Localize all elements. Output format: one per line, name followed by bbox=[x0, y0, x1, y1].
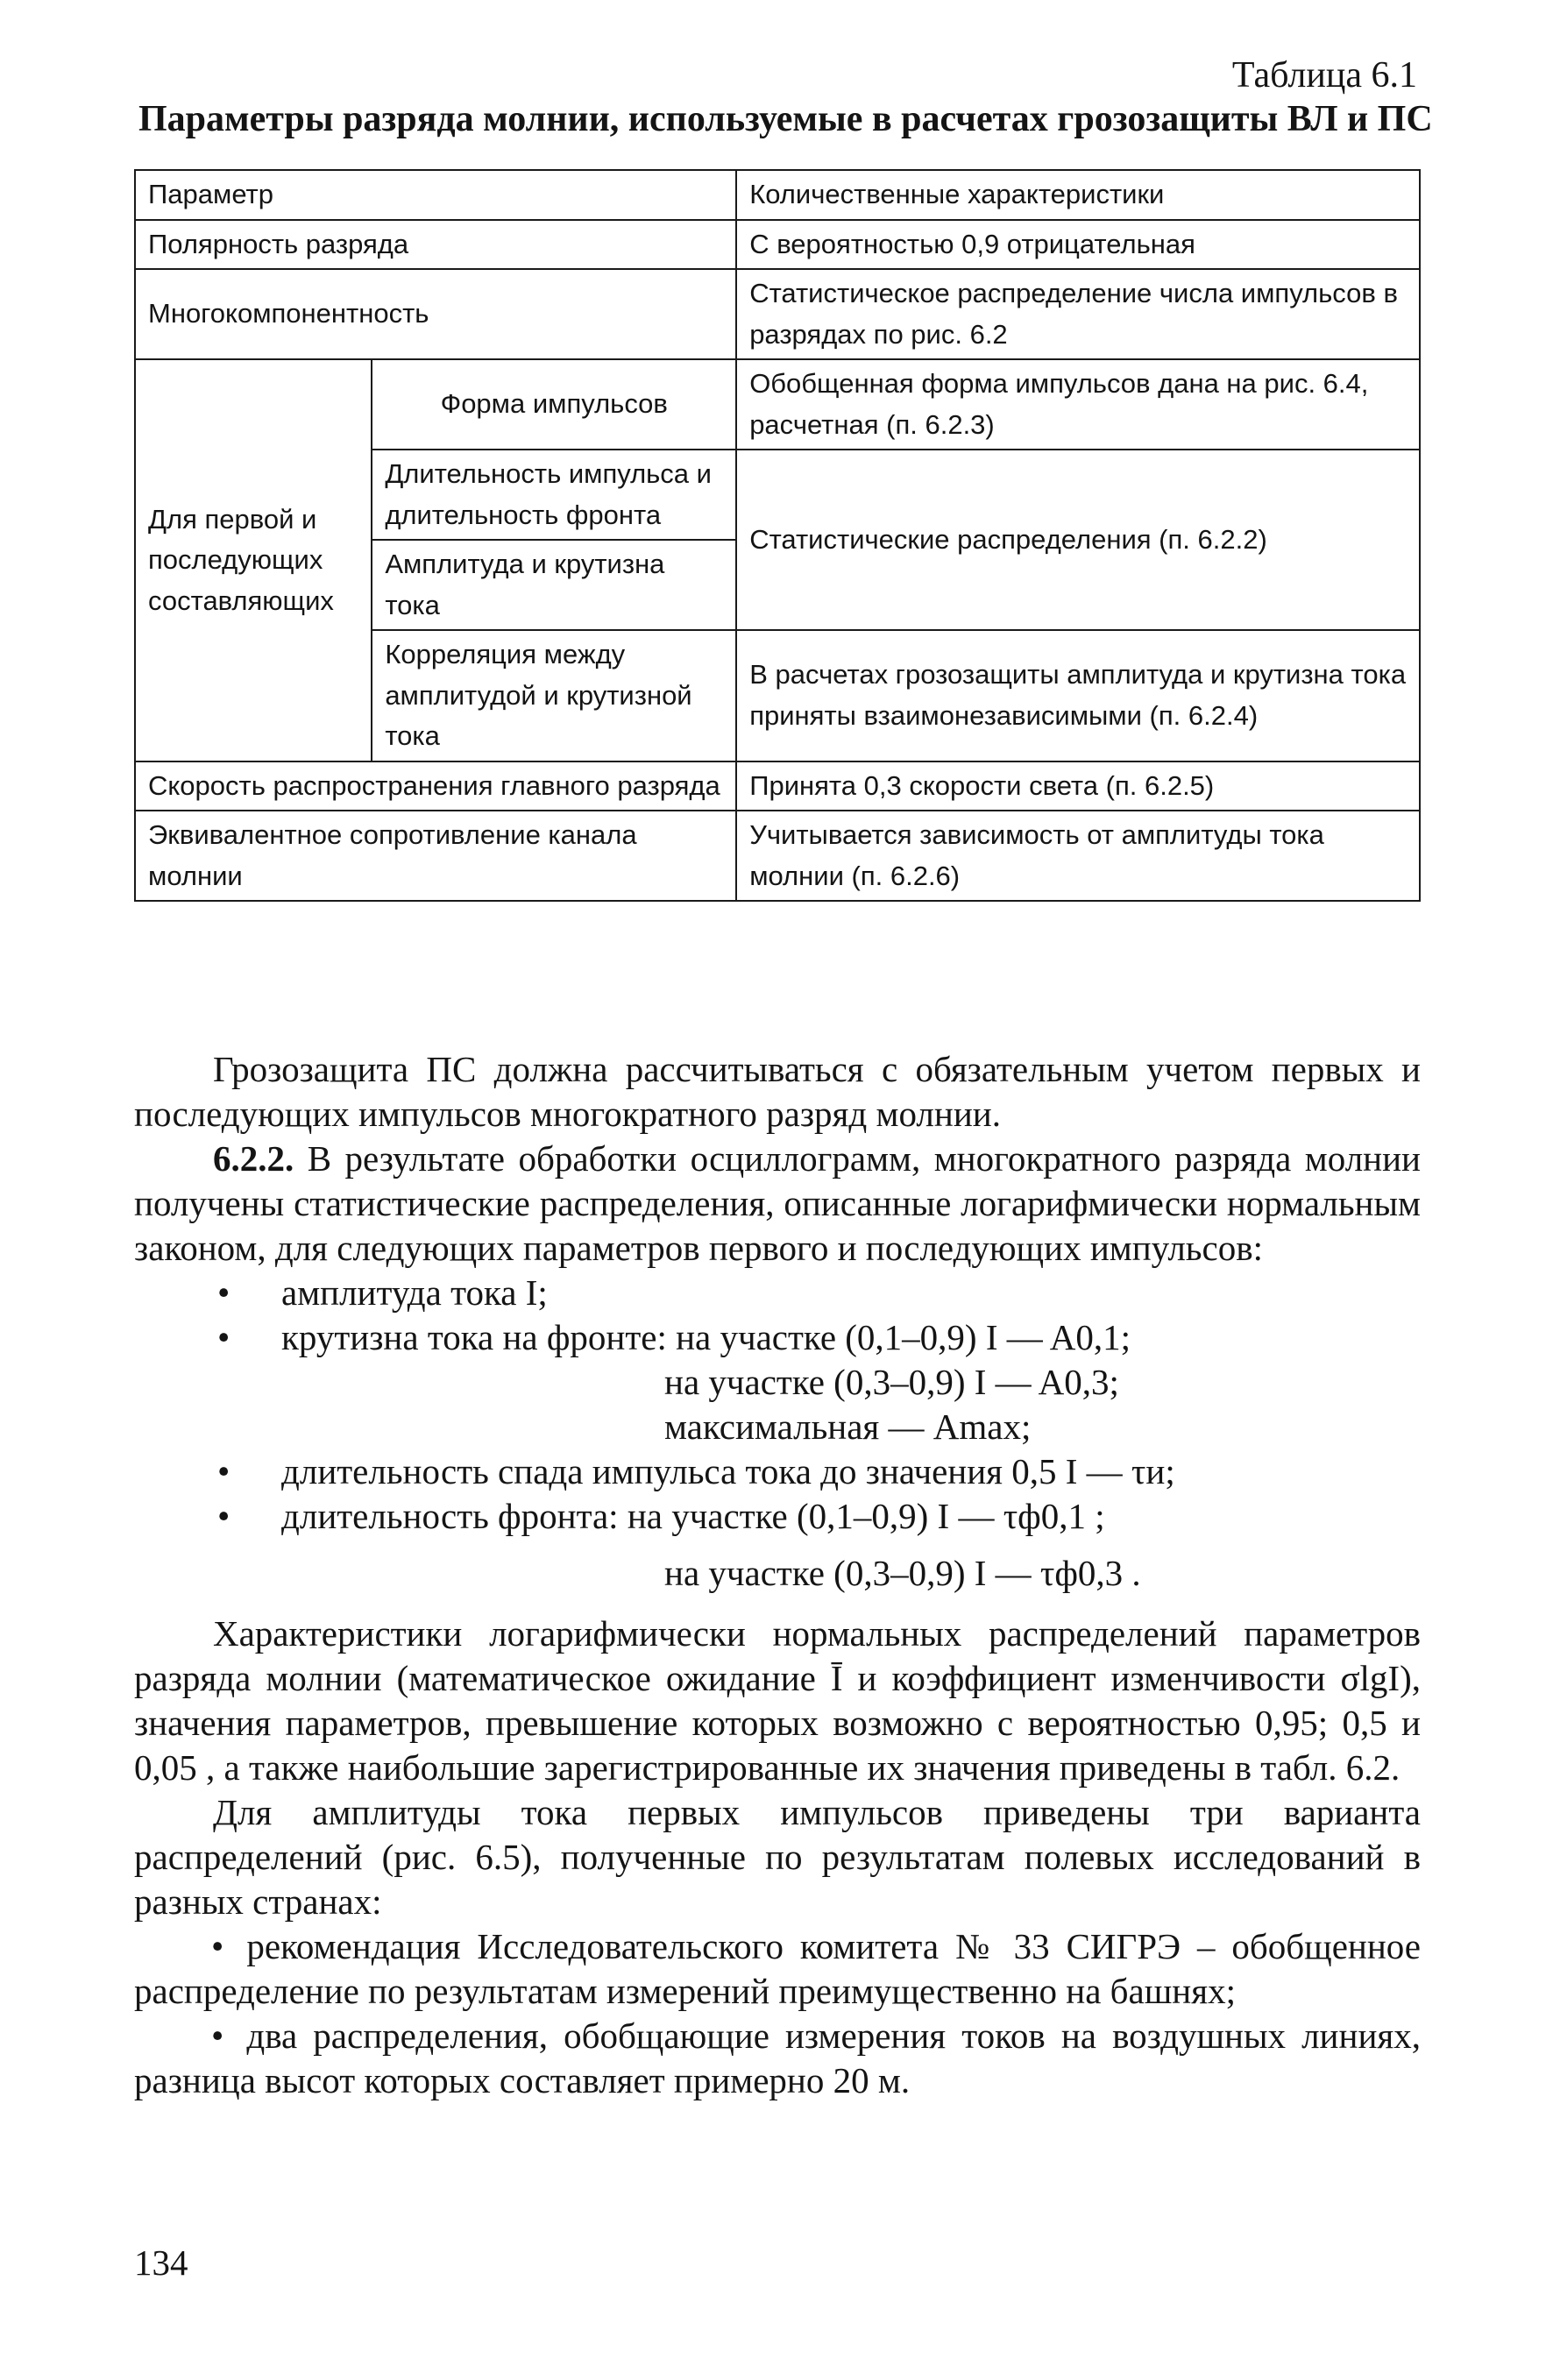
table-cell: Учитывается зависимость от амплитуды тока молнии (п. 6.2.6) bbox=[736, 811, 1420, 901]
table-cell: Эквивалентное сопротивление канала молнии bbox=[135, 811, 736, 901]
table-row bbox=[135, 811, 1420, 901]
table-cell: Статистическое распределение числа импульсов в разрядах по рис. 6.2 bbox=[736, 269, 1420, 359]
list-item: • крутизна тока на фронте: на участке (0,1–0,9) I — A0,1; bbox=[134, 1315, 1421, 1360]
group-label-cell: Для первой и последующих составляющих bbox=[135, 359, 372, 761]
header-cell-values: Количественные характеристики bbox=[736, 170, 1420, 220]
list-item-continuation: максимальная — Amax; bbox=[664, 1406, 1032, 1447]
paragraph: Грозозащита ПС должна рассчитываться с обязательным учетом первых и последующих импульсов многократного разряд молнии. bbox=[134, 1049, 1421, 1134]
table-cell: Статистические распределения (п. 6.2.2) bbox=[736, 450, 1420, 630]
table-row bbox=[135, 220, 1420, 270]
list-item: • амплитуда тока I; bbox=[134, 1271, 1421, 1315]
table-caption: Таблица 6.1 bbox=[1231, 55, 1417, 96]
list-item-continuation: на участке (0,3–0,9) I — A0,3; bbox=[664, 1362, 1119, 1402]
parameters-table bbox=[134, 169, 1421, 902]
table-cell: Принята 0,3 скорости света (п. 6.2.5) bbox=[736, 761, 1420, 811]
list-item: • длительность спада импульса тока до значения 0,5 I — τи; bbox=[134, 1449, 1421, 1494]
table-cell: Форма импульсов bbox=[372, 359, 736, 450]
table-cell: Полярность разряда bbox=[135, 220, 736, 270]
table-row bbox=[135, 269, 1420, 359]
table-cell: Длительность импульса и длительность фронта bbox=[372, 450, 736, 540]
table-row bbox=[135, 359, 1420, 450]
list-item-continuation: на участке (0,3–0,9) I — τф0,3 . bbox=[664, 1553, 1141, 1593]
paragraph bbox=[134, 1137, 1421, 1271]
section-number: 6.2.2. bbox=[213, 1138, 294, 1179]
paragraph-text: В результате обработки осциллограмм, многократного разряда молнии получены статистические распределения, описанные логарифмически нормальным законом, для следующих параметров первого и последующих импульсов: bbox=[134, 1138, 1421, 1268]
table-cell: Многокомпонентность bbox=[135, 269, 736, 359]
table-cell: Скорость распространения главного разряда bbox=[135, 761, 736, 811]
table-cell: Амплитуда и крутизна тока bbox=[372, 540, 736, 630]
table-cell: С вероятностью 0,9 отрицательная bbox=[736, 220, 1420, 270]
table-title: Параметры разряда молнии, используемые в расчетах грозозащиты ВЛ и ПС bbox=[138, 99, 1433, 139]
table-cell: Обобщенная форма импульсов дана на рис. 6.4, расчетная (п. 6.2.3) bbox=[736, 359, 1420, 450]
page-number: 134 bbox=[134, 2242, 188, 2283]
body-text bbox=[134, 1047, 1421, 2103]
list-item: • рекомендация Исследовательского комитета № 33 СИГРЭ – обобщенное распределение по результатам измерений преимущественно на башнях; bbox=[134, 1924, 1421, 2014]
paragraph: Характеристики логарифмически нормальных распределений параметров разряда молнии (математическое ожидание Ī и коэффициент изменчивости σlgI), значения параметров, превышение которых возможно с вероятностью 0,95; 0,5 и 0,05 , а также наибольшие зарегистрированные их значения приведены в табл. 6.2. bbox=[134, 1613, 1421, 1788]
table-cell: В расчетах грозозащиты амплитуда и крутизна тока приняты взаимонезависимыми (п. 6.2.4) bbox=[736, 630, 1420, 761]
paragraph: Для амплитуды тока первых импульсов приведены три варианта распределений (рис. 6.5), полученные по результатам полевых исследований в разных странах: bbox=[134, 1792, 1421, 1922]
table-cell: Корреляция между амплитудой и крутизной тока bbox=[372, 630, 736, 761]
list-item: • длительность фронта: на участке (0,1–0,9) I — τф0,1 ; bbox=[134, 1494, 1421, 1539]
list-item: • два распределения, обобщающие измерения токов на воздушных линиях, разница высот которых составляет примерно 20 м. bbox=[134, 2014, 1421, 2103]
table-row bbox=[135, 761, 1420, 811]
table-header-row bbox=[135, 170, 1420, 220]
header-cell-parameter: Параметр bbox=[135, 170, 736, 220]
